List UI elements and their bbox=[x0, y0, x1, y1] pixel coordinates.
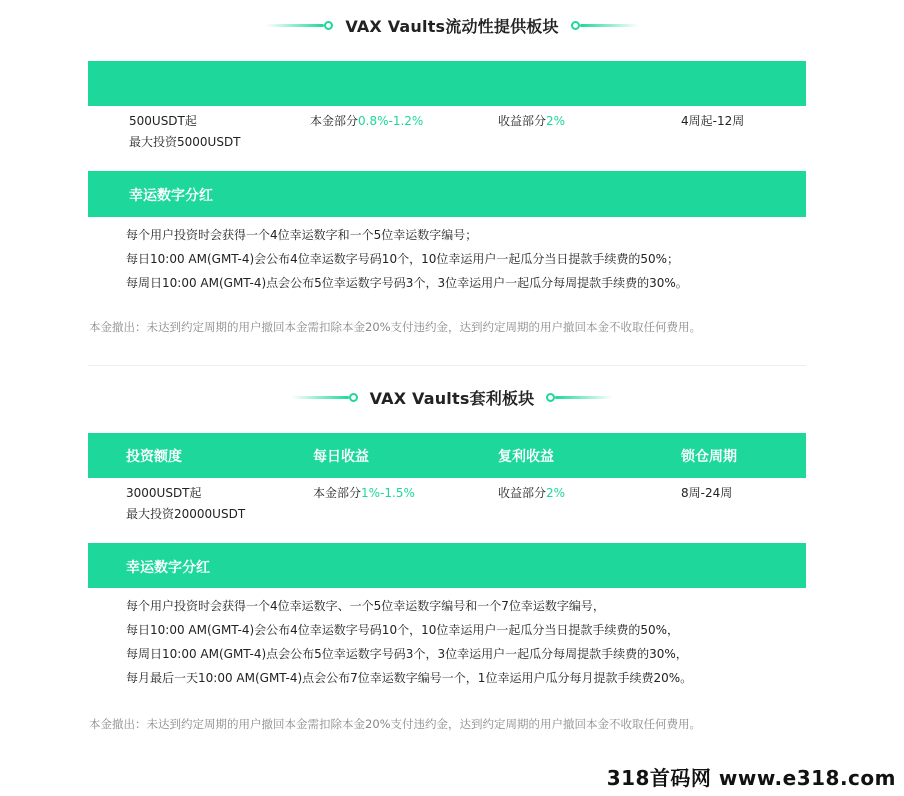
section2-withdraw-note: 本金撤出：未达到约定周期的用户撤回本金需扣除本金20%支付违约金，达到约定周期的用户撤回本金不收取任何费用。 bbox=[89, 717, 702, 731]
section1-daily-cell bbox=[310, 111, 423, 132]
section1-withdraw-note: 本金撤出：未达到约定周期的用户撤回本金需扣除本金20%支付违约金，达到约定周期的用户撤回本金不收取任何费用。 bbox=[89, 320, 702, 334]
title-left-decoration-icon bbox=[291, 393, 358, 402]
section1-table-header bbox=[88, 61, 806, 106]
section1-rule-3: 每周日10:00 AM(GMT-4)点会公布5位幸运数字号码3个，3位幸运用户一起瓜分每周提款手续费的30%。 bbox=[126, 276, 688, 290]
section1-daily-value: 0.8%-1.2% bbox=[358, 114, 424, 128]
section2-rule-2: 每日10:00 AM(GMT-4)会公布4位幸运数字号码10个，10位幸运用户一起瓜分当日提款手续费的50%， bbox=[126, 623, 680, 637]
header-daily-return: 每日收益 bbox=[313, 449, 369, 465]
section2-daily-value: 1%-1.5% bbox=[361, 486, 415, 500]
section1-lock-cell: 4周起-12周 bbox=[681, 114, 745, 128]
title-right-decoration-icon bbox=[571, 21, 638, 30]
section2-lucky-bar bbox=[88, 543, 806, 588]
header-compound-return: 复利收益 bbox=[498, 449, 554, 465]
section2-title-row bbox=[0, 386, 904, 409]
section2-table-header bbox=[88, 433, 806, 478]
section1-daily-prefix: 本金部分 bbox=[310, 114, 359, 128]
section2-amount-min: 3000USDT起 bbox=[126, 486, 202, 500]
section2-rule-3: 每周日10:00 AM(GMT-4)点会公布5位幸运数字号码3个，3位幸运用户一起瓜分每周提款手续费的30%， bbox=[126, 647, 688, 661]
section1-compound-prefix: 收益部分 bbox=[498, 114, 547, 128]
section2-compound-cell bbox=[498, 483, 565, 504]
section2-lucky-header: 幸运数字分红 bbox=[126, 560, 210, 576]
section1-rule-1: 每个用户投资时会获得一个4位幸运数字和一个5位幸运数字编号； bbox=[126, 228, 478, 242]
section1-amount-min: 500USDT起 bbox=[129, 114, 197, 128]
section1-lucky-bar bbox=[88, 171, 806, 217]
section2-title: VAX Vaults套利板块 bbox=[369, 389, 535, 408]
section2-rule-4: 每月最后一天10:00 AM(GMT-4)点会公布7位幸运数字编号一个，1位幸运用户瓜分每月提款手续费20%。 bbox=[126, 671, 693, 685]
section2-amount-max: 最大投资20000USDT bbox=[126, 507, 246, 521]
section1-lucky-header: 幸运数字分红 bbox=[129, 188, 213, 204]
header-amount: 投资额度 bbox=[126, 449, 182, 465]
section1-compound-value: 2% bbox=[546, 114, 566, 128]
section2-compound-value: 2% bbox=[546, 486, 566, 500]
section1-compound-cell bbox=[498, 111, 565, 132]
section1-rule-2: 每日10:00 AM(GMT-4)会公布4位幸运数字号码10个，10位幸运用户一起瓜分当日提款手续费的50%； bbox=[126, 252, 680, 266]
watermark: 318首码网 www.e318.com bbox=[606, 766, 896, 790]
section2-amount-cell bbox=[126, 483, 245, 525]
section2-compound-prefix: 收益部分 bbox=[498, 486, 547, 500]
section1-title-row bbox=[0, 14, 904, 37]
section1-amount-max: 最大投资5000USDT bbox=[129, 135, 241, 149]
section-divider bbox=[88, 365, 806, 366]
section2-daily-cell bbox=[313, 483, 415, 504]
section1-amount-cell bbox=[129, 111, 241, 153]
title-left-decoration-icon bbox=[266, 21, 333, 30]
section2-rule-1: 每个用户投资时会获得一个4位幸运数字、一个5位幸运数字编号和一个7位幸运数字编号， bbox=[126, 599, 605, 613]
header-lock-period: 锁仓周期 bbox=[681, 449, 737, 465]
section1-title: VAX Vaults流动性提供板块 bbox=[345, 17, 559, 36]
section2-lock-cell: 8周-24周 bbox=[681, 486, 733, 500]
section2-daily-prefix: 本金部分 bbox=[313, 486, 362, 500]
title-right-decoration-icon bbox=[546, 393, 613, 402]
